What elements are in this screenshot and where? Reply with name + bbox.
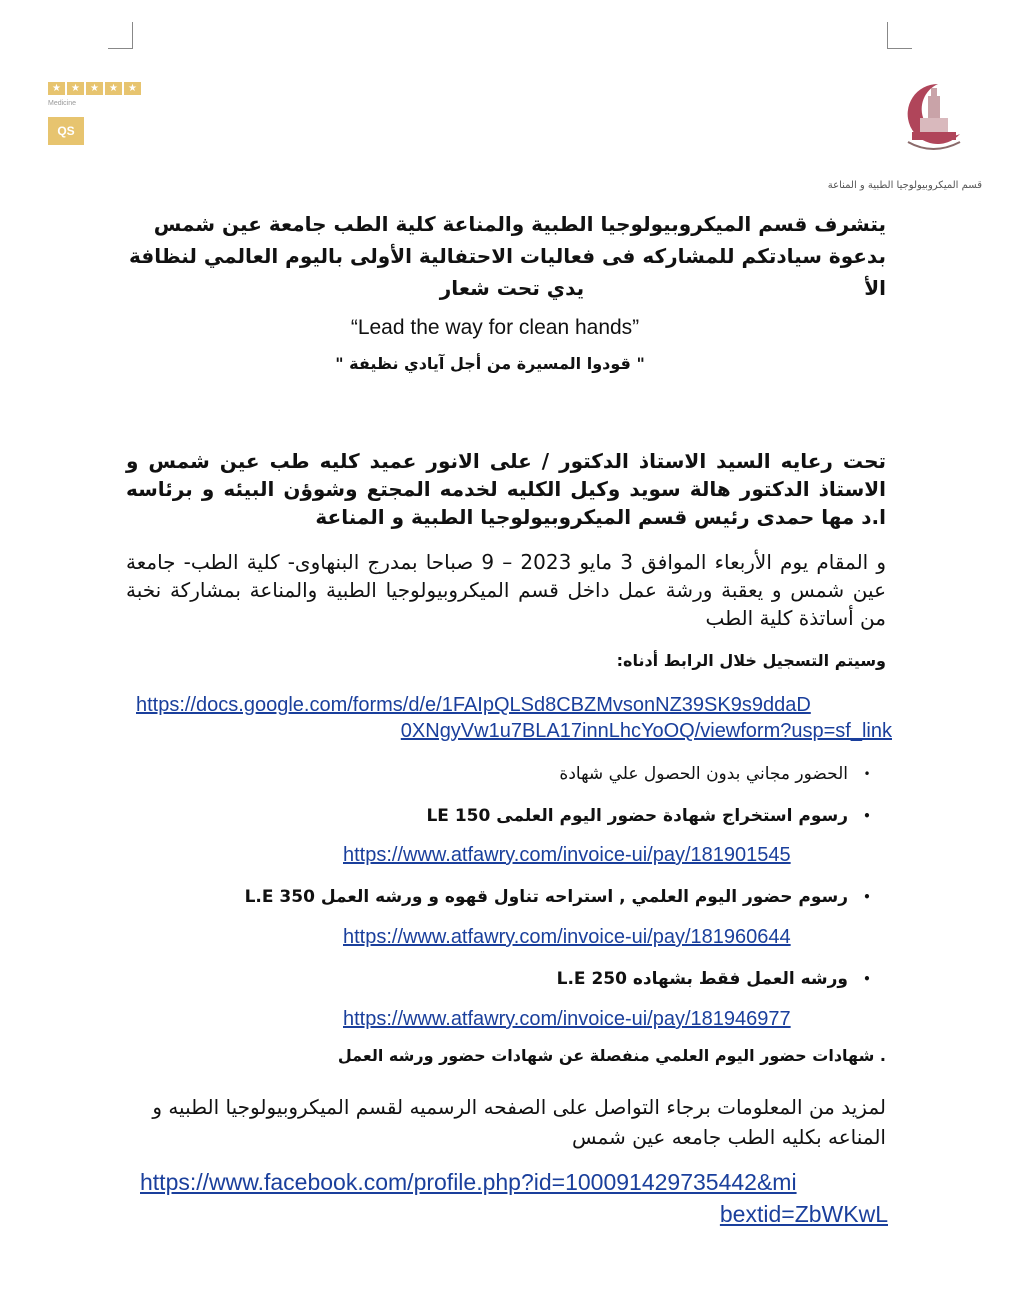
qs-logo: QS [48, 117, 84, 145]
more-info-paragraph: لمزيد من المعلومات برجاء التواصل على الصفحه الرسميه لقسم الميكروبيولوجيا الطبيه و المناعه بكليه الطب جامعه عين شمس [152, 1095, 886, 1149]
fee-item-full-day: •رسوم حضور اليوم العلمي , استراحه تناول قهوه و ورشه العمل L.E 350 [186, 884, 886, 910]
facebook-page-link[interactable]: https://www.facebook.com/profile.php?id=100091429735442&mi bextid=ZbWKwL [140, 1169, 888, 1227]
registration-form-link[interactable]: https://docs.google.com/forms/d/e/1FAIpQLSd8CBZMvsonNZ39SK9s9ddaD 0XNgyVw1u7BLA17innLhcYoOQ/viewform?usp=sf_link [136, 694, 892, 742]
bullet-icon: • [863, 890, 871, 904]
crop-mark-left [108, 22, 133, 49]
slogan-arabic: " قودوا المسيرة من أجل آيادي نظيفة " [335, 354, 645, 373]
fee-item-free: •الحضور مجاني بدون الحصول علي شهادة [186, 761, 886, 787]
crop-mark-right [887, 22, 912, 49]
qs-subject: Medicine [48, 100, 77, 107]
payment-link-full-day[interactable]: https://www.atfawry.com/invoice-ui/pay/181960644 [343, 926, 791, 948]
intro-line-2: بدعوة سيادتكم للمشاركه فى فعاليات الاحتفالية الأولى باليوم العالمي لنظافة الأ [129, 244, 886, 300]
patronage-paragraph: تحت رعايه السيد الاستاذ الدكتور / على الانور عميد كليه طب عين شمس و الاستاذ الدكتور هالة سويد وكيل الكليه لخدمه المجتع وشوؤن البيئه و برئاسه ا.د مها حمدى رئيس قسم الميكروبيولوجيا الطبية و المناعة [126, 449, 886, 529]
bullet-icon: • [863, 767, 871, 781]
payment-link-workshop[interactable]: https://www.atfawry.com/invoice-ui/pay/181946977 [343, 1008, 791, 1030]
slogan-english: “Lead the way for clean hands” [350, 316, 640, 339]
registration-label: وسيتم التسجيل خلال الرابط أدناه: [616, 651, 886, 670]
bullet-icon: • [863, 809, 871, 823]
intro-line-3: يدي تحت شعار [439, 276, 585, 300]
payment-link-certificate[interactable]: https://www.atfawry.com/invoice-ui/pay/181901545 [343, 844, 791, 866]
qs-stars: ★ ★ ★ ★ ★ [48, 82, 141, 95]
ain-shams-university-logo-icon [898, 78, 968, 158]
certificates-note: . شهادات حضور اليوم العلمي منفصلة عن شهادات حضور ورشه العمل [337, 1046, 886, 1065]
fee-item-workshop: •ورشه العمل فقط بشهاده L.E 250 [186, 966, 886, 992]
intro-line-1: يتشرف قسم الميكروبيولوجيا الطبية والمناعة كلية الطب جامعة عين شمس [153, 212, 886, 236]
venue-paragraph: و المقام يوم الأربعاء الموافق 3 مايو 2023 – 9 صباحا بمدرج البنهاوى- كلية الطب- جامعة عين شمس و يعقبة ورشة عمل داخل قسم الميكروبيولوجيا الطبية والمناعة بمشاركة نخبة من أساتذة كلية الطب [126, 550, 887, 630]
fee-item-certificate: •رسوم استخراج شهادة حضور اليوم العلمى LE 150 [186, 803, 886, 829]
bullet-icon: • [863, 972, 871, 986]
department-name-small: قسم الميكروبيولوجيا الطبية و المناعة [827, 180, 982, 191]
